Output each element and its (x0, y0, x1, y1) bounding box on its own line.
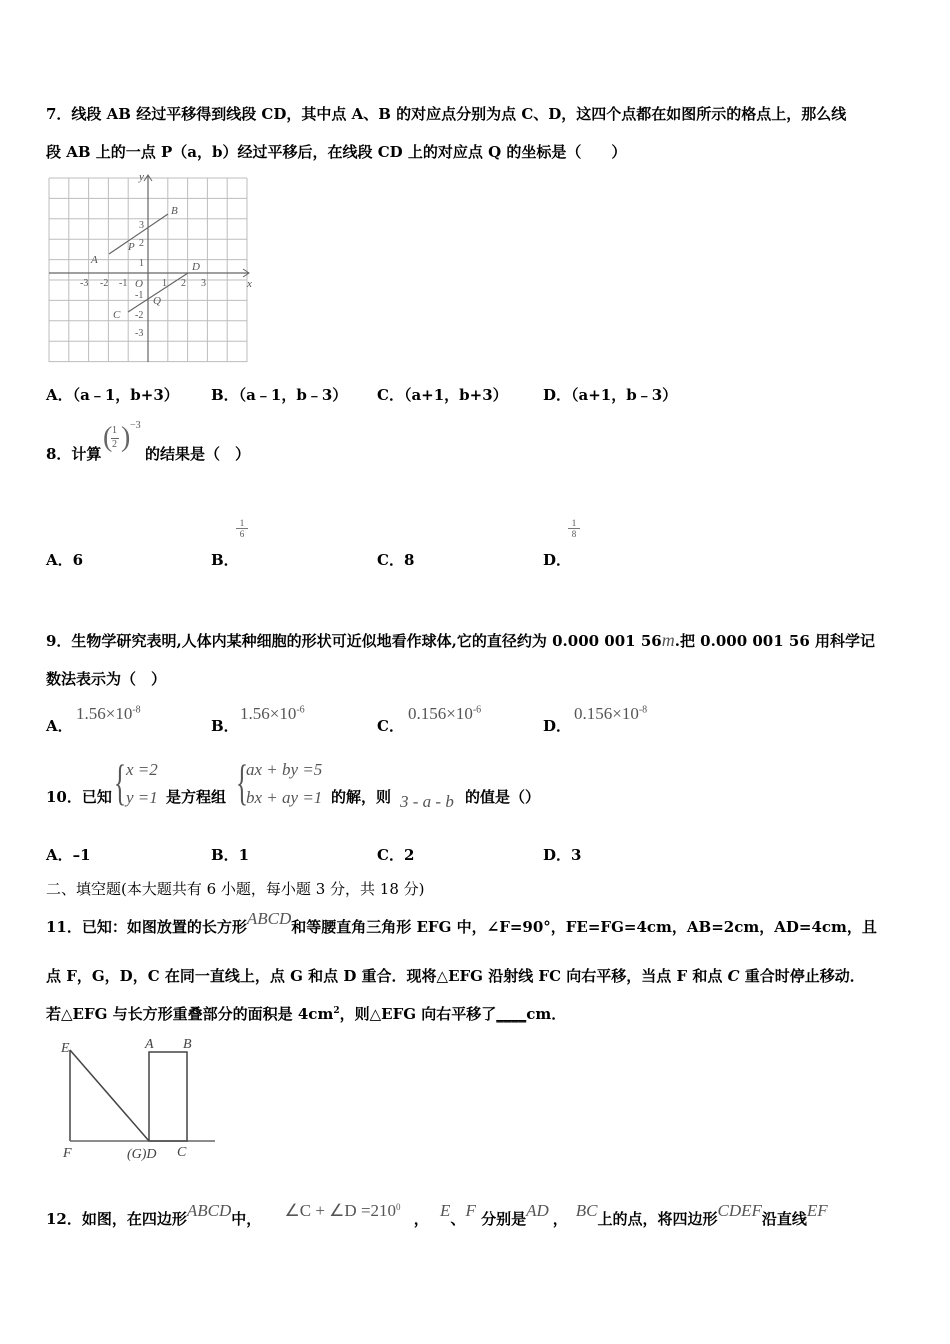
q12-line1: 12．如图，在四边形ABCD中， ∠C + ∠D $=210^0$ ， E、F 分别是AD ， BC上的点，将四边形CDEF沿直线EF (46, 1201, 828, 1228)
point-b-label: B (171, 205, 178, 217)
q10-suffix: 的值是（） (465, 788, 541, 806)
q7-option-a[interactable]: A．（a﹣1，b+3） (46, 386, 179, 404)
y-tick: -2 (135, 310, 144, 321)
q7-line1: 7．线段 AB 经过平移得到线段 CD，其中点 A、B 的对应点分别为点 C、D，这四个点都在如图所示的格点上，那么线 (46, 105, 847, 123)
label-gd: (G)D (127, 1147, 157, 1162)
q9-line2: 数法表示为（ ） (46, 670, 167, 688)
label-b: B (183, 1037, 192, 1052)
y-tick: -1 (135, 290, 144, 301)
section-heading: 二、填空题(本大题共有 6 小题，每小题 3 分，共 18 分) (46, 880, 425, 898)
y-tick: 2 (139, 238, 144, 249)
q9-option-b[interactable]: B． (211, 717, 239, 735)
q10-expression: 3 - a - b (400, 792, 454, 811)
q7-line2: 段 AB 上的一点 P（a，b）经过平移后，在线段 CD 上的对应点 Q 的坐标是（ ） (46, 143, 627, 161)
point-c-label: C (113, 309, 121, 321)
q9-option-d-value: $0.156\times 10^{-8}$ (574, 704, 648, 723)
q9-option-a-value: $1.56\times 10^{-8}$ (76, 704, 141, 723)
q8-option-b-fraction: 1 6 (236, 518, 248, 539)
q7-option-d[interactable]: D．（a+1，b﹣3） (543, 386, 678, 404)
y-tick: 1 (139, 258, 144, 269)
origin-label: O (135, 278, 143, 290)
point-d-label: D (192, 261, 200, 273)
q9-option-b-value: $1.56\times 10^{-6}$ (240, 704, 305, 723)
x-tick: 2 (181, 278, 186, 289)
x-tick: -2 (100, 278, 109, 289)
q10-mid2: 的解，则 (331, 788, 392, 806)
q11-line2: 点 F，G，D，C 在同一直线上，点 G 和点 D 重合．现将△EFG 沿射线 FC 向右平移，当点 F 和点 C 重合时停止移动． (46, 967, 865, 985)
label-e: E (61, 1041, 70, 1056)
q10-brace-2: { (236, 754, 248, 810)
q8-prefix: 8．计算 (46, 445, 102, 463)
point-q-label: Q (153, 295, 161, 307)
x-tick: -3 (80, 278, 89, 289)
q10-option-b[interactable]: B．1 (211, 846, 250, 864)
q10-option-d[interactable]: D．3 (543, 846, 582, 864)
q10-brace-1: { (114, 754, 126, 810)
q8-option-c[interactable]: C．8 (377, 551, 415, 569)
x-axis-label: x (247, 278, 252, 290)
label-c: C (177, 1145, 187, 1160)
q9-option-c-value: $0.156\times 10^{-6}$ (408, 704, 482, 723)
label-f: F (63, 1146, 72, 1161)
q7-option-b[interactable]: B．（a﹣1，b﹣3） (211, 386, 348, 404)
label-a: A (145, 1037, 154, 1052)
q8-option-d[interactable]: D． (543, 551, 572, 569)
point-a-label: A (91, 254, 98, 266)
q8-option-a[interactable]: A．6 (46, 551, 84, 569)
q11-line1: 11．已知：如图放置的长方形ABCD和等腰直角三角形 EFG 中，∠F=90°，FE=FG=4cm，AB=2cm，AD=4cm，且 (46, 909, 877, 936)
point-p-label: P (128, 241, 135, 253)
q10-option-a[interactable]: A．–1 (46, 846, 91, 864)
y-tick: 3 (139, 220, 144, 231)
y-tick: -3 (135, 328, 144, 339)
q11-figure (55, 1030, 225, 1165)
q10-prefix: 10．已知 (46, 788, 112, 806)
x-tick: 3 (201, 278, 206, 289)
x-tick: -1 (119, 278, 128, 289)
q9-option-a[interactable]: A． (46, 717, 73, 735)
q8-expression: ( 1 2 ) −3 (103, 420, 141, 453)
q10-sys2-eq1: ax + by =5 (246, 760, 323, 779)
x-tick: 1 (162, 278, 167, 289)
q10-sys1-eq2: y =1 (126, 788, 158, 807)
q8-option-d-fraction: 1 8 (568, 518, 580, 539)
q9-option-c[interactable]: C． (377, 717, 404, 735)
q7-coordinate-grid (47, 170, 259, 366)
q11-answer-blank: ____ (496, 1005, 527, 1023)
rectangle-abcd (149, 1052, 187, 1141)
q9-line1: 9．生物学研究表明,人体内某种细胞的形状可近似地看作球体,它的直径约为 0.000 001 56m.把 0.000 001 56 用科学记 (46, 630, 875, 650)
y-axis-label: y (139, 171, 144, 183)
q11-line3: 若△EFG 与长方形重叠部分的面积是 $4cm^2$，则△EFG 向右平移了____cm． (46, 1005, 567, 1023)
q10-sys1-eq1: x =2 (126, 760, 158, 779)
q10-sys2-eq2: bx + ay =1 (246, 788, 323, 807)
q10-mid: 是方程组 (166, 788, 227, 806)
q7-option-c[interactable]: C．（a+1，b+3） (377, 386, 508, 404)
q8-suffix: 的结果是（ ） (145, 445, 251, 463)
q8-option-b[interactable]: B． (211, 551, 239, 569)
q9-option-d[interactable]: D． (543, 717, 572, 735)
q9-unit: m (661, 630, 675, 650)
q10-option-c[interactable]: C．2 (377, 846, 415, 864)
triangle-hypotenuse-eg (70, 1050, 149, 1141)
